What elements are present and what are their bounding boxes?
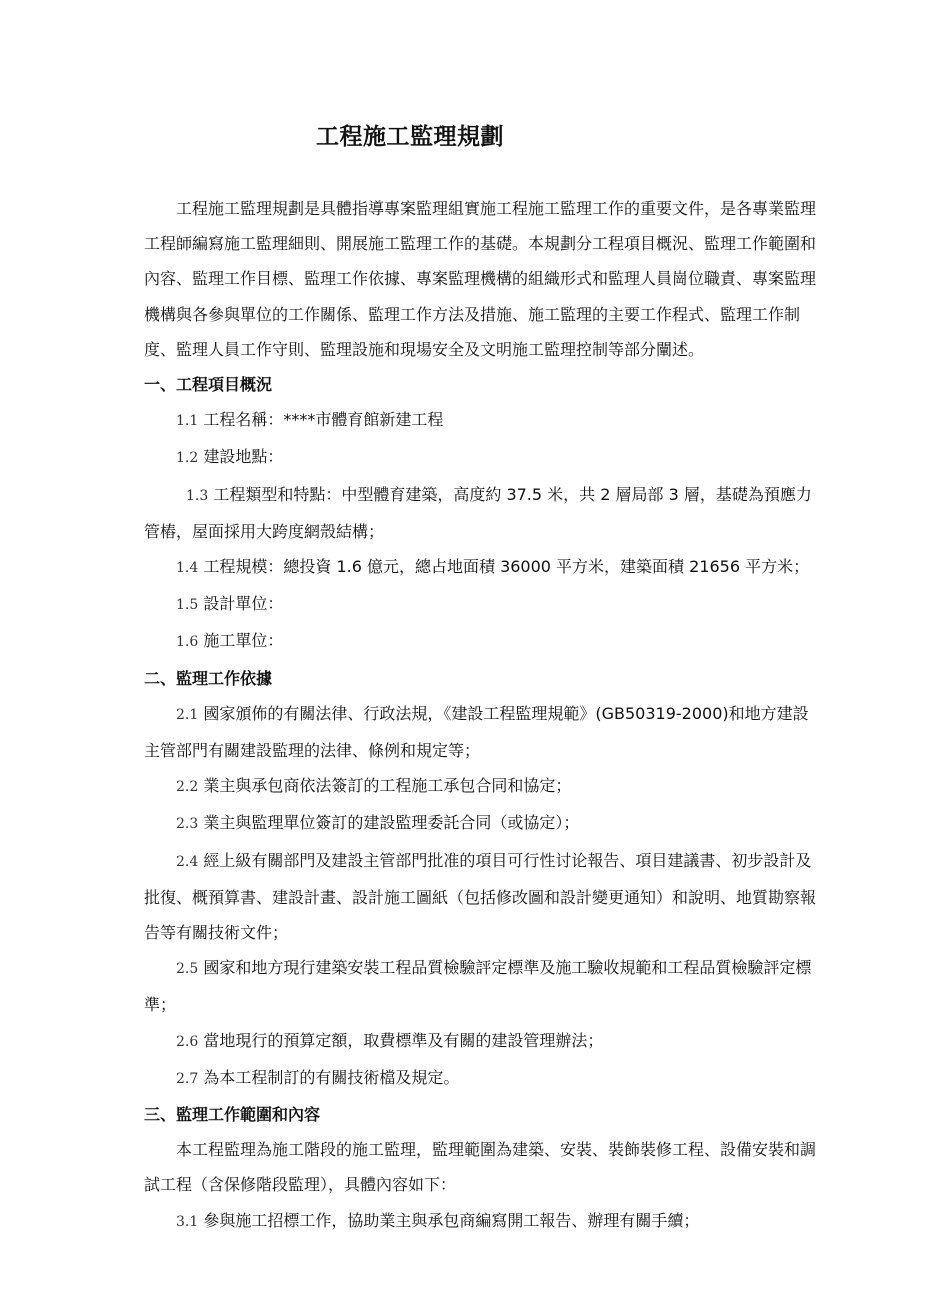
list-item <box>144 623 819 660</box>
section-heading-2: 二、監理工作依據 <box>144 668 273 688</box>
document-title: 工程施工監理規劃 <box>316 124 504 150</box>
list-item <box>144 696 819 768</box>
list-item <box>144 1203 819 1240</box>
item-number: 2.2 <box>176 779 199 796</box>
list-item <box>144 1023 819 1060</box>
document-body <box>144 191 819 1240</box>
list-item <box>144 586 819 623</box>
intro-paragraph: 工程施工監理規劃是具體指導專案監理組實施工程施工監理工作的重要文件，是各專業監理工程師編寫施工監理細則、開展施工監理工作的基礎。本規劃分工程項目概況、監理工作範圍和內容、監理工作目標、監理工作依據、專案監理機構的組織形式和監理人員崗位職責、專案監理機構與各參與單位的工作關係、監理工作方法及措施、施工監理的主要工作程式、監理工作制度、監理人員工作守則、監理設施和現場安全及文明施工監理控制等部分闡述。 <box>144 199 817 359</box>
item-number: 2.6 <box>176 1033 199 1050</box>
list-item <box>144 950 819 1022</box>
item-number: 2.7 <box>176 1070 199 1087</box>
item-text: 工程規模：總投資 1.6 億元，總占地面積 36000 平方米，建築面積 21656 平方米； <box>203 557 810 577</box>
item-number: 2.1 <box>176 706 199 723</box>
item-text: 參與施工招標工作，協助業主與承包商編寫開工報告、辦理有關手續； <box>203 1210 700 1230</box>
list-item <box>144 805 819 842</box>
item-text: 建設地點： <box>203 447 284 467</box>
item-number: 1.6 <box>176 634 199 651</box>
list-item <box>144 439 819 476</box>
item-text: 經上級有關部門及建設主管部門批准的項目可行性讨论報告、項目建議書、初步設計及批復、概預算書、建設計畫、設計施工圖紙（包括修改圖和設計變更通知）和說明、地質勘察報告等有關技術文件； <box>144 850 817 943</box>
item-number: 1.2 <box>176 450 199 467</box>
item-number: 3.1 <box>176 1213 199 1230</box>
item-number: 2.3 <box>176 816 199 833</box>
item-number: 1.5 <box>176 597 199 614</box>
list-item <box>144 843 819 951</box>
item-text: 國家頒佈的有關法律、行政法規，《建設工程監理規範》(GB50319-2000)和地方建設主管部門有關建設監理的法律、條例和規定等； <box>144 703 809 761</box>
item-text: 國家和地方現行建築安裝工程品質檢驗評定標準及施工驗收規範和工程品質檢驗評定標準； <box>144 958 812 1015</box>
list-item <box>144 1060 819 1097</box>
section-heading-3: 三、監理工作範圍和內容 <box>144 1105 321 1125</box>
item-text: 當地現行的預算定額，取費標準及有關的建設管理辦法； <box>203 1030 604 1050</box>
list-item <box>144 549 819 586</box>
item-text: 業主與監理單位簽訂的建設監理委託合同（或協定）； <box>203 813 580 833</box>
item-number: 1.4 <box>176 560 199 577</box>
item-text: 業主與承包商依法簽訂的工程施工承包合同和協定； <box>203 776 572 796</box>
item-number: 2.4 <box>176 853 199 870</box>
item-number: 1.3 <box>186 487 209 504</box>
item-text: 施工單位： <box>203 631 284 651</box>
list-item <box>144 402 819 439</box>
list-item <box>144 768 819 805</box>
section-intro: 本工程監理為施工階段的施工監理，監理範圍為建築、安裝、裝飾裝修工程、設備安裝和調試工程（含保修階段監理），具體內容如下： <box>144 1140 817 1195</box>
item-text: 設計單位： <box>203 594 284 614</box>
item-text: 為本工程制訂的有關技術檔及規定。 <box>203 1067 460 1087</box>
item-text: 工程類型和特點：中型體育建築，高度約 37.5 米，共 2 層局部 3 層，基礎為預應力管樁，屋面採用大跨度網殼結構； <box>144 484 812 541</box>
item-text: 工程名稱：****市體育館新建工程 <box>203 410 444 430</box>
item-number: 2.5 <box>176 961 199 978</box>
list-item <box>144 477 819 549</box>
item-number: 1.1 <box>176 413 199 430</box>
section-heading-1: 一、工程項目概況 <box>144 375 273 395</box>
